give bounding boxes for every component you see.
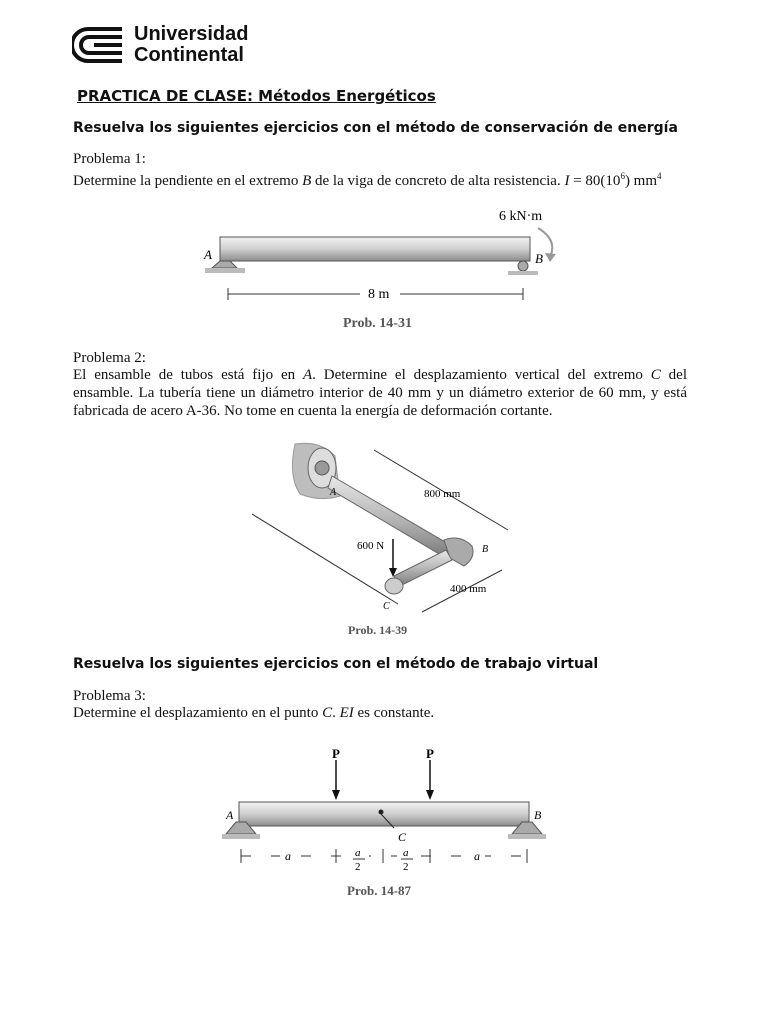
- problem-1-label: Problema 1:: [73, 151, 146, 167]
- moment-label: 6 kN·m: [499, 209, 543, 224]
- label-b: B: [535, 251, 543, 266]
- practice-title: PRACTICA DE CLASE: Métodos Energéticos: [77, 87, 436, 105]
- logo-line-2: Continental: [134, 44, 244, 66]
- beam: [220, 237, 530, 261]
- problem-3-label: Problema 3:: [73, 688, 146, 704]
- caption: Prob. 14-87: [347, 883, 412, 898]
- logo: [72, 24, 272, 68]
- problem-2-text: El ensamble de tubos está fijo en A. Determine el desplazamiento vertical del extremo C del ensamble. La tubería tiene un diámetro interior de 40 mm y un diámetro exterior de 60 mm, y está fabricada de acero A-36. No tome en cuenta la energía de deformación cortante.: [73, 367, 687, 419]
- caption: Prob. 14-39: [348, 623, 408, 637]
- label-a: A: [204, 247, 212, 262]
- roller-support: [518, 261, 528, 271]
- dim-400-label: 400 mm: [450, 583, 487, 595]
- dim-800-label: 800 mm: [424, 488, 461, 500]
- logo-mark-icon: [72, 26, 126, 64]
- problem-2-label: Problema 2:: [73, 350, 146, 366]
- half-a-num-1: a: [355, 847, 361, 859]
- load-p-1: P: [332, 746, 340, 761]
- seg-a-2: a: [474, 849, 480, 863]
- figure-prob-14-39: [240, 436, 530, 641]
- section-heading-virtual-work: Resuelva los siguientes ejercicios con el método de trabajo virtual: [73, 656, 599, 672]
- label-a: A: [226, 808, 234, 822]
- half-a-den-2: 2: [403, 861, 409, 873]
- caption: Prob. 14-31: [343, 316, 412, 331]
- label-c: C: [383, 601, 390, 612]
- figure-prob-14-31: [190, 200, 580, 340]
- span-label: 8 m: [368, 287, 390, 302]
- beam: [239, 802, 529, 826]
- force-label: 600 N: [357, 540, 385, 552]
- pipe-bc: [394, 550, 452, 586]
- half-a-den-1: 2: [355, 861, 361, 873]
- half-a-num-2: a: [403, 847, 409, 859]
- label-b: B: [534, 808, 542, 822]
- seg-a-1: a: [285, 849, 291, 863]
- end-c: [385, 578, 403, 594]
- label-b: B: [482, 544, 489, 555]
- pin-support: [212, 261, 237, 268]
- label-c: C: [398, 830, 407, 844]
- section-heading-energy: Resuelva los siguientes ejercicios con el método de conservación de energía: [73, 120, 678, 136]
- label-a: A: [330, 487, 337, 498]
- problem-3-text: Determine el desplazamiento en el punto C. EI es constante.: [73, 705, 435, 721]
- figure-prob-14-87: [214, 742, 554, 904]
- logo-line-1: Universidad: [134, 23, 249, 45]
- problem-1-text: Determine la pendiente en el extremo B de la viga de concreto de alta resistencia. $I = 80(10^6)$ $mm^4$: [73, 171, 662, 189]
- load-p-2: P: [426, 746, 434, 761]
